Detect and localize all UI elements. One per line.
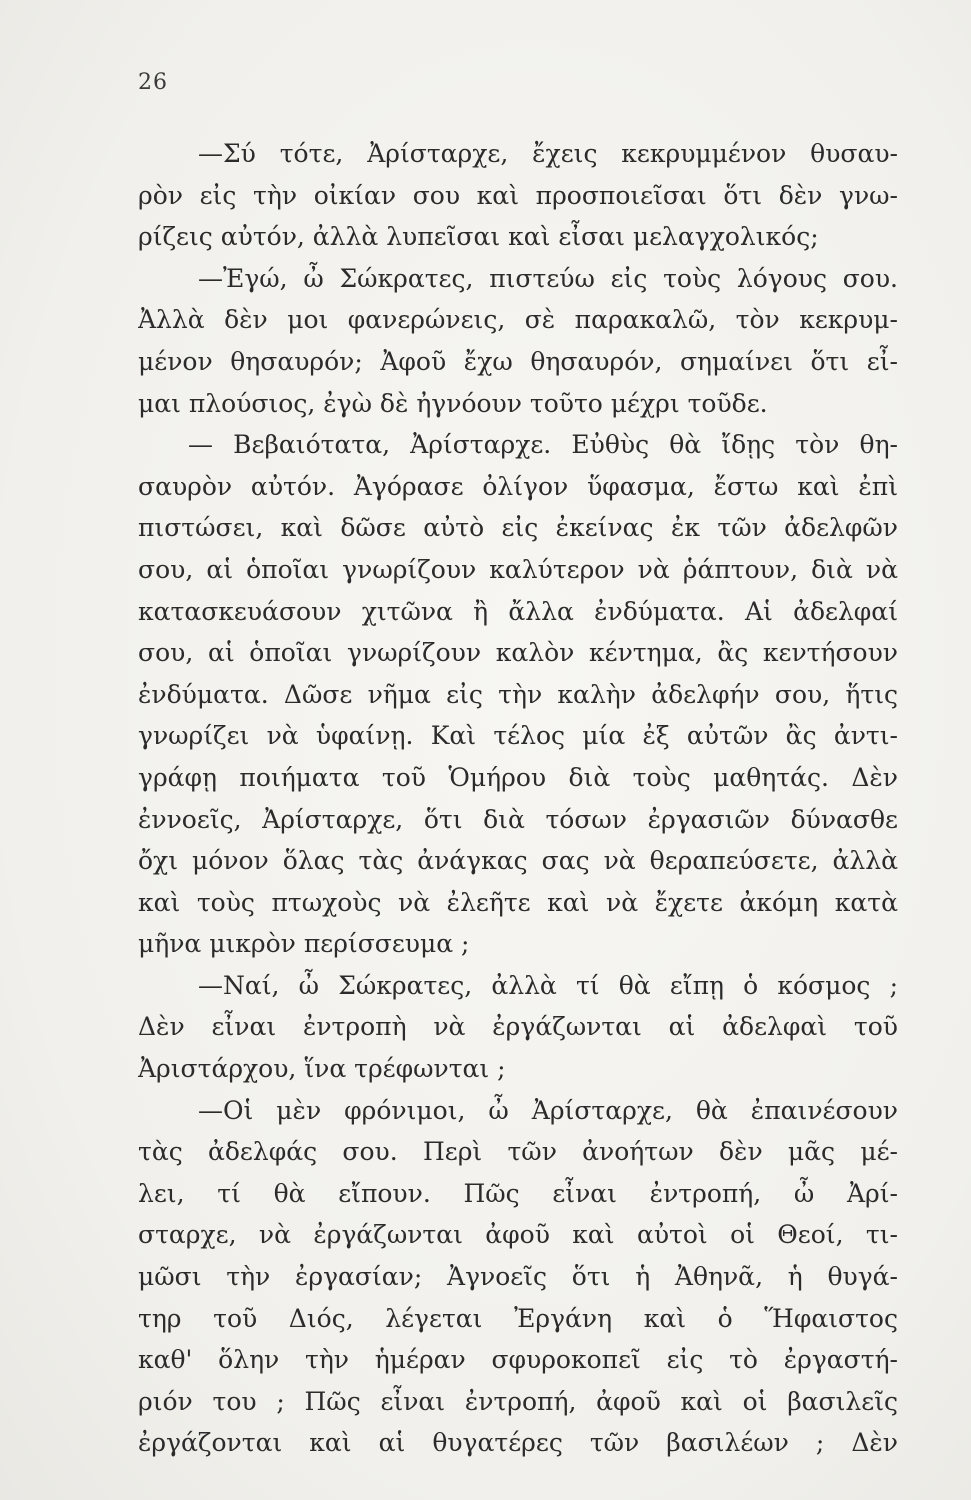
- text-line: πιστώσει, καὶ δῶσε αὐτὸ εἰς ἐκείνας ἐκ τῶν ἀδελφῶν: [138, 513, 898, 543]
- text-line: Ἀλλὰ δὲν μοι φανερώνεις, σὲ παρακαλῶ, τὸν κεκρυμ-: [138, 305, 898, 335]
- text-line: τὰς ἀδελφάς σου. Περὶ τῶν ἀνοήτων δὲν μᾶς μέ-: [138, 1137, 898, 1167]
- text-line: —Οἱ μὲν φρόνιμοι, ὦ Ἀρίσταρχε, θὰ ἐπαινέσουν: [198, 1095, 898, 1125]
- text-line: — Βεβαιότατα, Ἀρίσταρχε. Εὐθὺς θὰ ἴδῃς τὸν θη-: [188, 430, 898, 460]
- text-line: τηρ τοῦ Διός, λέγεται Ἐργάνη καὶ ὁ Ἥφαιστος: [138, 1303, 898, 1333]
- text-line: μῶσι τὴν ἐργασίαν; Ἀγνοεῖς ὅτι ἡ Ἀθηνᾶ, ἡ θυγά-: [138, 1262, 898, 1292]
- text-line: γνωρίζει νὰ ὑφαίνῃ. Καὶ τέλος μία ἐξ αὐτῶν ἂς ἀντι-: [138, 721, 898, 751]
- text-line: λει, τί θὰ εἴπουν. Πῶς εἶναι ἐντροπή, ὦ Ἀρί-: [138, 1178, 898, 1208]
- text-line: ριόν του ; Πῶς εἶναι ἐντροπή, ἀφοῦ καὶ οἱ βασιλεῖς: [138, 1386, 898, 1416]
- text-line: σου, αἱ ὁποῖαι γνωρίζουν καλύτερον νὰ ῥάπτουν, διὰ νὰ: [138, 554, 898, 584]
- text-line: —Ναί, ὦ Σώκρατες, ἀλλὰ τί θὰ εἴπῃ ὁ κόσμος ;: [198, 970, 898, 1000]
- text-line: σταρχε, νὰ ἐργάζωνται ἀφοῦ καὶ αὐτοὶ οἱ Θεοί, τι-: [138, 1220, 898, 1250]
- text-line: μένον θησαυρόν; Ἀφοῦ ἔχω θησαυρόν, σημαίνει ὅτι εἶ-: [138, 346, 898, 376]
- text-line: σου, αἱ ὁποῖαι γνωρίζουν καλὸν κέντημα, ἂς κεντήσουν: [138, 638, 898, 668]
- body-text: [138, 133, 898, 1464]
- text-line: γράφῃ ποιήματα τοῦ Ὁμήρου διὰ τοὺς μαθητάς. Δὲν: [138, 762, 898, 792]
- text-line: κατασκευάσουν χιτῶνα ἢ ἄλλα ἐνδύματα. Αἱ ἀδελφαί: [138, 596, 898, 626]
- text-line: μαι πλούσιος, ἐγὼ δὲ ἠγνόουν τοῦτο μέχρι τοῦδε.: [138, 388, 768, 418]
- text-line: καθ' ὅλην τὴν ἡμέραν σφυροκοπεῖ εἰς τὸ ἐργαστή-: [138, 1345, 898, 1375]
- text-line: —Σύ τότε, Ἀρίσταρχε, ἔχεις κεκρυμμένον θυσαυ-: [198, 139, 898, 168]
- page-number: 26: [138, 70, 168, 95]
- text-line: καὶ τοὺς πτωχοὺς νὰ ἐλεῆτε καὶ νὰ ἔχετε ἀκόμη κατὰ: [138, 887, 898, 917]
- text-line: ἐργάζονται καὶ αἱ θυγατέρες τῶν βασιλέων ; Δὲν: [138, 1428, 898, 1458]
- text-line: ὄχι μόνον ὅλας τὰς ἀνάγκας σας νὰ θεραπεύσετε, ἀλλὰ: [138, 846, 898, 876]
- text-line: σαυρὸν αὐτόν. Ἀγόρασε ὀλίγον ὕφασμα, ἔστω καὶ ἐπὶ: [138, 471, 898, 501]
- text-line: μῆνα μικρὸν περίσσευμα ;: [138, 929, 470, 959]
- text-line: ἐννοεῖς, Ἀρίσταρχε, ὅτι διὰ τόσων ἐργασιῶν δύνασθε: [138, 804, 898, 834]
- text-line: ρίζεις αὐτόν, ἀλλὰ λυπεῖσαι καὶ εἶσαι μελαγχολικός;: [138, 222, 819, 252]
- text-line: ρὸν εἰς τὴν οἰκίαν σου καὶ προσποιεῖσαι ὅτι δὲν γνω-: [138, 180, 898, 210]
- text-line: Ἀριστάρχου, ἵνα τρέφωνται ;: [138, 1054, 506, 1084]
- text-line: ἐνδύματα. Δῶσε νῆμα εἰς τὴν καλὴν ἀδελφήν σου, ἥτις: [138, 679, 898, 709]
- text-line: Δὲν εἶναι ἐντροπὴ νὰ ἐργάζωνται αἱ ἀδελφαὶ τοῦ: [138, 1012, 898, 1042]
- text-line: —Ἐγώ, ὦ Σώκρατες, πιστεύω εἰς τοὺς λόγους σου.: [198, 263, 898, 293]
